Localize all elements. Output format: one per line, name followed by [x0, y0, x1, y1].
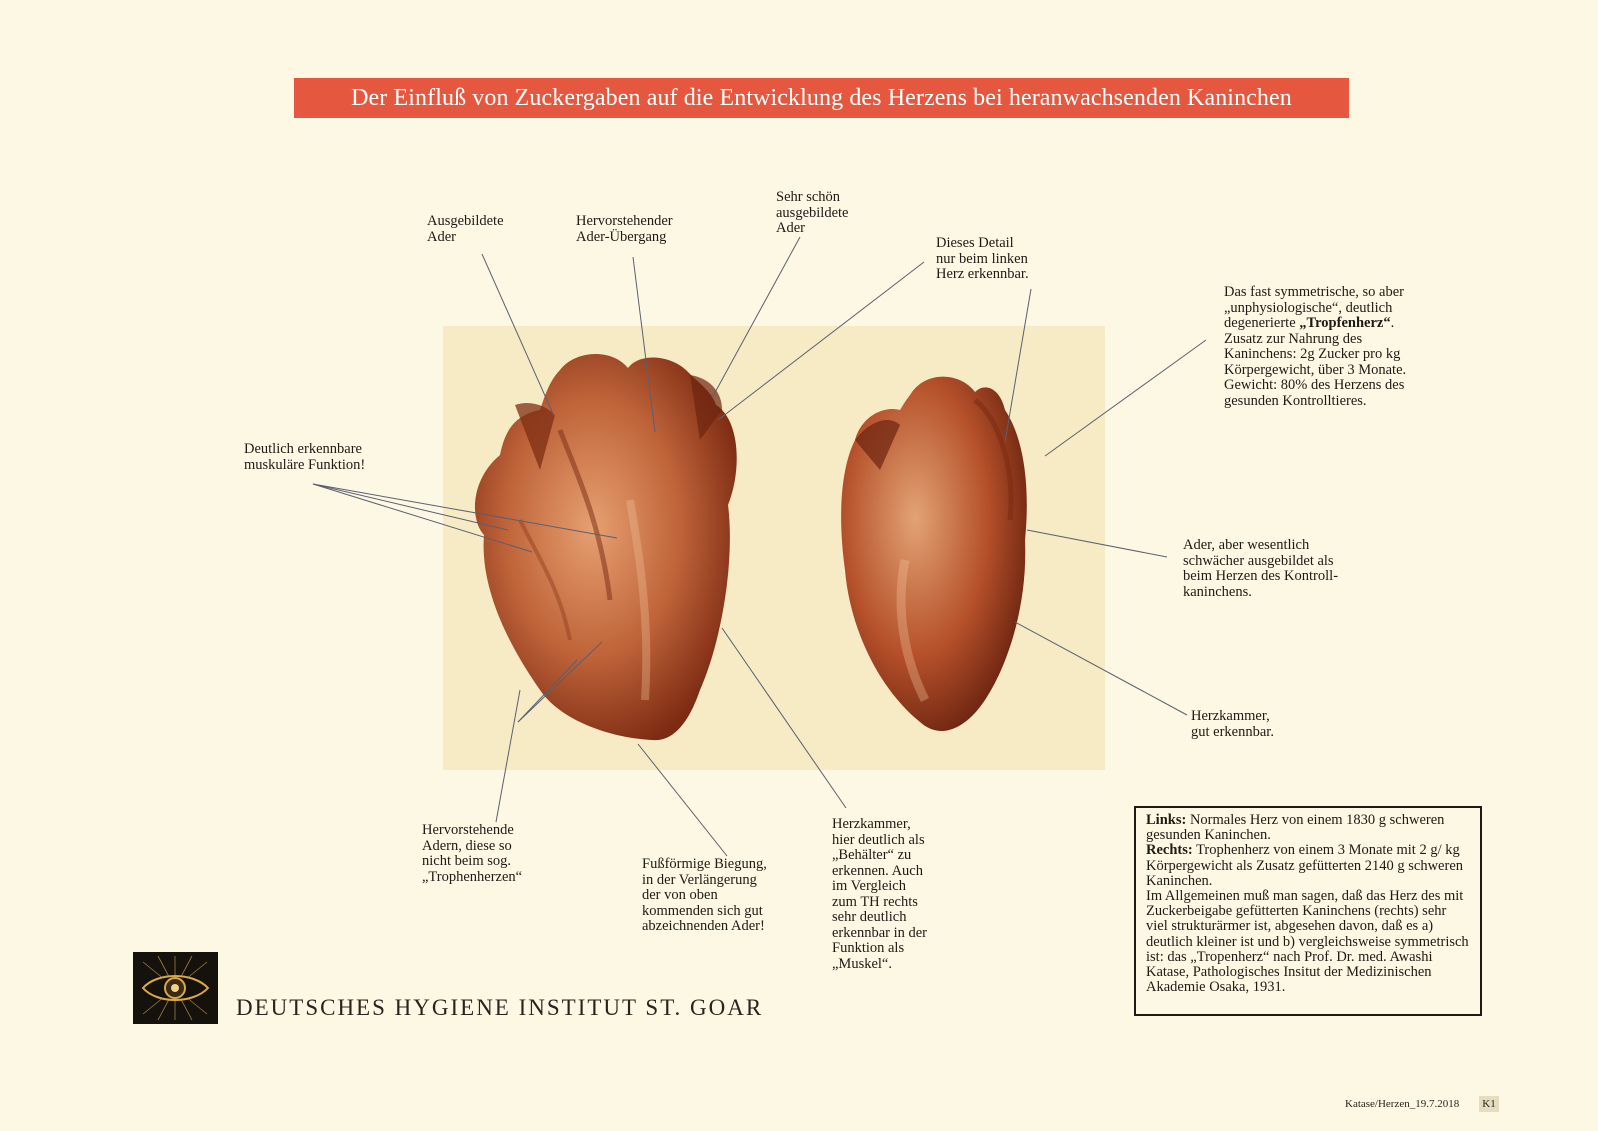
note-links-text: Normales Herz von einem 1830 g schweren gesunden Kaninchen. [1146, 812, 1445, 844]
eye-icon [133, 952, 218, 1024]
label-ader-schwach: Ader, aber wesentlich schwächer ausgebildet als beim Herzen des Kontroll- kaninchens. [1183, 537, 1339, 600]
heart-photo-background [443, 326, 1105, 770]
label-ader-schoen: Sehr schön ausgebildete Ader [776, 189, 849, 236]
label-ausgebildete-ader: Ausgebildete Ader [427, 213, 504, 245]
institute-logo [133, 952, 218, 1024]
note-box [1134, 806, 1482, 1016]
label-fussfoermige-biegung: Fußförmige Biegung, in der Verlängerung der von oben kommenden sich gut abzeichnenden Ader! [642, 856, 767, 934]
label-herzkammer-left: Herzkammer, hier deutlich als „Behälter“ zu erkennen. Auch im Vergleich zum TH rechts sehr deutlich erkennbar in der Funktion als „Muskel“. [832, 816, 928, 972]
label-muskulaer: Deutlich erkennbare muskuläre Funktion! [244, 441, 366, 473]
note-rechts-text: Trophenherz von einem 3 Monate mit 2 g/ kg Körpergewicht als Zusatz gefütterten 2140 g schweren Kaninchen. [1146, 842, 1464, 889]
institute-name: DEUTSCHES HYGIENE INSTITUT ST. GOAR [236, 995, 764, 1020]
note-body: Im Allgemeinen muß man sagen, daß das Herz des mit Zuckerbeigabe gefütterten Kaninchens (rechts) sehr viel strukturärmer ist, abgesehen davon, daß es a) deutlich kleiner ist und b) vergleichsweise symmetrisch ist: das „Tropenherz“ nach Prof. Dr. med. Awashi Katase, Pathologisches Insitut der Medizinischen Akademie Osaka, 1931. [1146, 888, 1469, 996]
note-links-key: Links: [1146, 812, 1187, 828]
tropfenherz-bold: „Tropfenherz“ [1299, 315, 1391, 331]
label-ader-uebergang: Hervorstehender Ader-Übergang [576, 213, 673, 245]
poster-title: Der Einfluß von Zuckergaben auf die Entwicklung des Herzens bei heranwachsenden Kaninchen [294, 78, 1349, 118]
label-herzkammer-right: Herzkammer, gut erkennbar. [1191, 708, 1274, 740]
tropfenherz-rest: . Zusatz zur Nahrung des Kaninchens: 2g Zucker pro kg Körpergewicht, über 3 Monate. Gewicht: 80% des Herzens des gesunden Kontrolltieres. [1224, 315, 1407, 409]
footer-reference: Katase/Herzen_19.7.2018 [1345, 1098, 1460, 1110]
label-adern-tropfenherz: Hervorstehende Adern, diese so nicht beim sog. „Trophenherzen“ [422, 822, 523, 885]
tropfenherz-intro: Das fast symmetrische, so aber „unphysiologische“, deutlich degenerierte [1224, 284, 1404, 331]
note-rechts-key: Rechts: [1146, 842, 1193, 859]
label-detail-left: Dieses Detail nur beim linken Herz erkennbar. [936, 235, 1029, 282]
footer-tag: K1 [1479, 1096, 1499, 1112]
label-tropfenherz [1224, 285, 1406, 409]
